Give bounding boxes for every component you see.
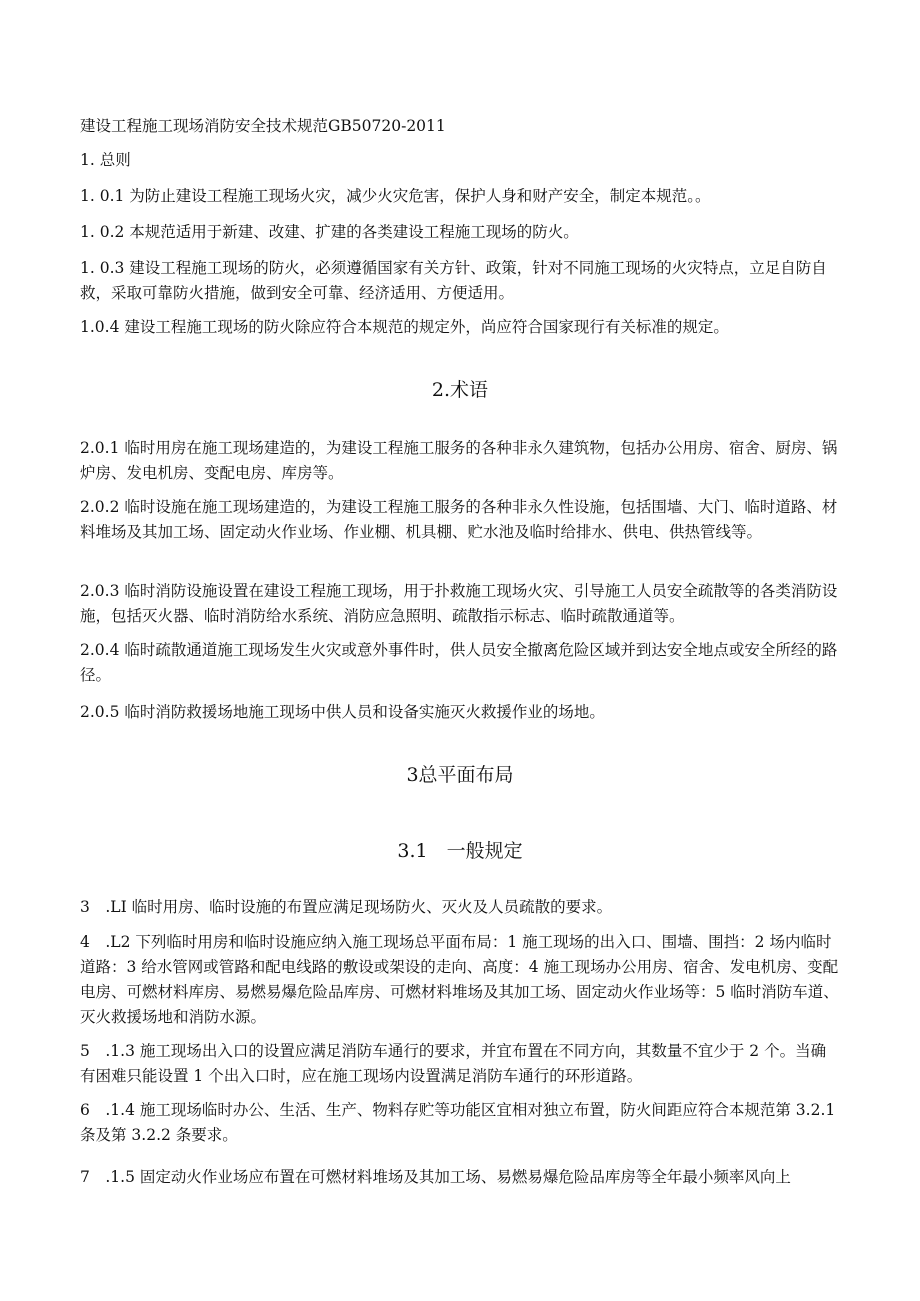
chapter-1-heading: 1. 总则 [80, 151, 131, 169]
chapter-2-heading: 2.术语 [431, 379, 489, 401]
clause-1-0-4: 1.0.4 建设工程施工现场的防火除应符合本规范的规定外，尚应符合国家现行有关标准的规定。 [80, 318, 729, 336]
clause-2-0-3: 2.0.3 临时消防设施设置在建设工程施工现场，用于扑救施工现场火灾、引导施工人员安全疏散等的各类消防设施，包括灭火器、临时消防给水系统、消防应急照明、疏散指示标志、临时疏散通道等。 [80, 582, 838, 625]
clause-1-0-1: 1. 0.1 为防止建设工程施工现场火灾，减少火灾危害，保护人身和财产安全，制定本规范。。 [80, 187, 711, 205]
clause-2-0-1: 2.0.1 临时用房在施工现场建造的，为建设工程施工服务的各种非永久建筑物，包括办公用房、宿舍、厨房、锅炉房、发电机房、变配电房、库房等。 [80, 439, 838, 482]
chapter-3-heading: 3总平面布局 [406, 764, 514, 786]
clause-1-0-3: 1. 0.3 建设工程施工现场的防火，必须遵循国家有关方针、政策，针对不同施工现场的火灾特点，立足自防自救，采取可靠防火措施，做到安全可靠、经济适用、方便适用。 [80, 259, 827, 302]
clause-3-1-3: 5 .1.3 施工现场出入口的设置应满足消防车通行的要求，并宜布置在不同方向，其数量不宜少于 2 个。当确有困难只能设置 1 个出入口时，应在施工现场内设置满足消防车通行的环形道路。 [80, 1042, 827, 1085]
clause-2-0-4: 2.0.4 临时疏散通道施工现场发生火灾或意外事件时，供人员安全撤离危险区域并到达安全地点或安全所经的路径。 [80, 641, 838, 684]
document-title: 建设工程施工现场消防安全技术规范GB50720-2011 [80, 117, 446, 135]
clause-1-0-2: 1. 0.2 本规范适用于新建、改建、扩建的各类建设工程施工现场的防火。 [80, 223, 579, 241]
clause-3-1-1: 3 .LI 临时用房、临时设施的布置应满足现场防火、灭火及人员疏散的要求。 [80, 898, 613, 916]
clause-2-0-5: 2.0.5 临时消防救援场地施工现场中供人员和设备实施灭火救援作业的场地。 [80, 703, 605, 721]
clause-3-1-4: 6 .1.4 施工现场临时办公、生活、生产、物料存贮等功能区宜相对独立布置，防火间距应符合本规范第 3.2.1 条及第 3.2.2 条要求。 [80, 1101, 836, 1144]
clause-3-1-5: 7 .1.5 固定动火作业场应布置在可燃材料堆场及其加工场、易燃易爆危险品库房等全年最小频率风向上 [80, 1168, 791, 1186]
clause-2-0-2: 2.0.2 临时设施在施工现场建造的，为建设工程施工服务的各种非永久性设施，包括围墙、大门、临时道路、材料堆场及其加工场、固定动火作业场、作业棚、机具棚、贮水池及临时给排水、供电、供热管线等。 [80, 498, 838, 541]
section-3-1-heading: 3.1 一般规定 [397, 840, 523, 862]
clause-3-1-2: 4 .L2 下列临时用房和临时设施应纳入施工现场总平面布局：1 施工现场的出入口、围墙、围挡：2 场内临时道路：3 给水管网或管路和配电线路的敷设或架设的走向、高度：4 施工现场办公用房、宿舍、发电机房、变配电房、可燃材料库房、易燃易爆危险品库房、可燃材料堆场及其加工场、固定动火作业场等：5 临时消防车道、灭火救援场地和消防水源。 [80, 933, 839, 1026]
